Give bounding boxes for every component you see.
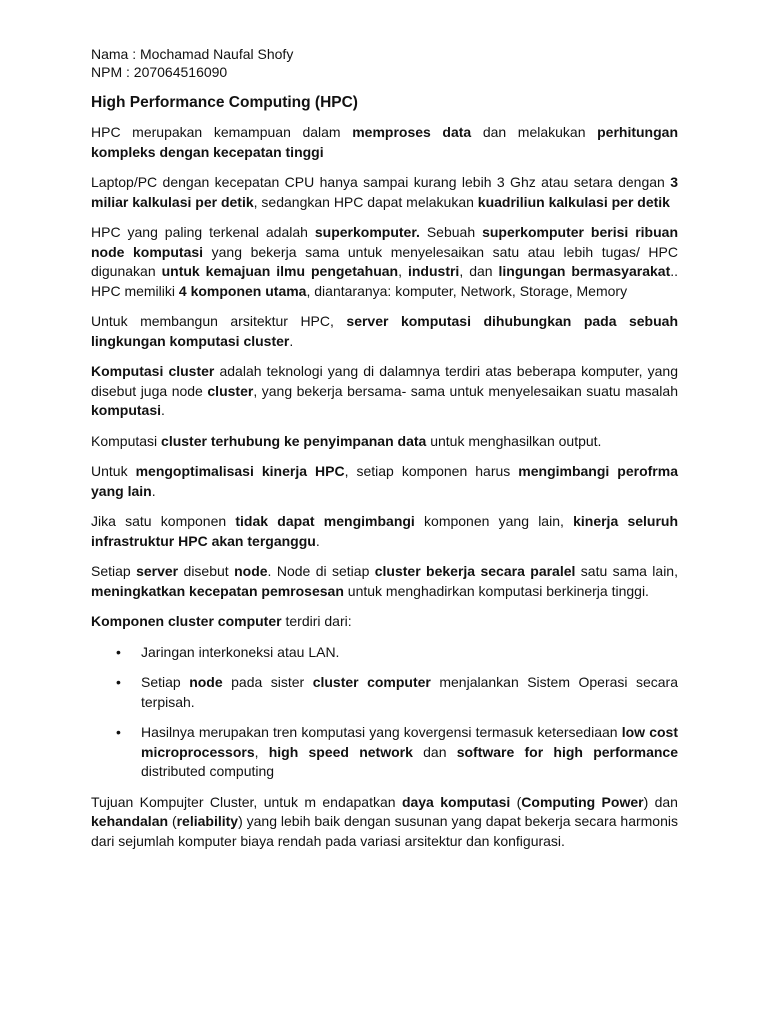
bullet-icon: • [116, 724, 121, 740]
text-run: komponen yang lain, [414, 513, 574, 529]
text-run: .. HPC memiliki [91, 263, 679, 299]
author-name-line: Nama : Mochamad Naufal Shofy [91, 46, 294, 62]
bold-text: daya komputasi [401, 793, 511, 810]
text-run: , [398, 263, 408, 279]
text-run: disebut [178, 563, 235, 579]
bold-text: Komponen cluster computer [91, 613, 282, 629]
list-item [91, 643, 678, 663]
text-run: untuk menghasilkan output. [426, 432, 602, 449]
text-run: Setiap [91, 563, 137, 579]
text-run: Untuk [91, 463, 136, 479]
bold-text: kehandalan [91, 813, 169, 829]
text-run: Untuk membangun arsitektur HPC, [91, 313, 347, 329]
text-run: pada sister [222, 674, 313, 690]
bold-text: cluster computer [312, 674, 431, 690]
student-number-line: NPM : 207064516090 [91, 64, 228, 80]
list-item-text [117, 723, 678, 782]
text-run: distributed computing [141, 763, 275, 779]
paragraph [91, 123, 678, 162]
bold-text: mengoptimalisasi kinerja HPC [135, 463, 345, 479]
text-run: . [315, 532, 320, 549]
bold-text: server komputasi dihubungkan pada sebuah lingkungan komputasi cluster [91, 313, 678, 349]
text-run: adalah teknologi yang di dalamnya terdiri atas beberapa komputer, yang disebut juga node [91, 363, 679, 399]
bold-text: low cost microprocessors [141, 724, 678, 760]
bold-text: 4 komponen utama [178, 282, 307, 299]
list-item [91, 723, 678, 782]
bold-text: tidak dapat mengimbangi [235, 513, 415, 529]
text-run: Laptop/PC dengan kecepatan CPU hanya sampai kurang lebih 3 Ghz atau setara dengan [91, 174, 671, 190]
paragraph [91, 173, 678, 212]
text-run: Hasilnya merupakan tren komputasi yang kovergensi termasuk ketersediaan [141, 724, 622, 740]
bold-text: superkomputer berisi ribuan node komputasi [91, 224, 678, 260]
bold-text: high speed network [268, 743, 413, 760]
text-run: ( [510, 793, 522, 810]
text-run: Tujuan Kompujter Cluster, untuk m endapatkan [91, 793, 402, 810]
paragraph [91, 223, 678, 301]
text-run: dan melakukan [471, 124, 598, 140]
paragraph [91, 462, 678, 501]
bold-text: Computing Power [521, 793, 644, 810]
text-run: , [254, 743, 269, 760]
list-item-text [117, 643, 678, 663]
paragraph [91, 512, 678, 551]
text-run: HPC yang paling terkenal adalah [91, 224, 315, 240]
bold-text: untuk kemajuan ilmu pengetahuan [161, 263, 399, 279]
paragraph [91, 562, 678, 601]
bold-text: 3 miliar kalkulasi per detik [91, 174, 678, 210]
text-run: Jaringan interkoneksi atau LAN. [141, 643, 340, 660]
text-run: menjalankan Sistem Operasi secara terpisah. [141, 674, 679, 710]
bold-text: mengimbangi perofrma yang lain [91, 463, 678, 499]
text-run: , setiap komponen harus [344, 463, 519, 479]
text-run: dan [412, 743, 457, 760]
bold-text: memproses data [352, 124, 472, 140]
text-run: , dan [459, 263, 499, 279]
text-run: Sebuah [419, 224, 483, 240]
list-item [91, 673, 678, 712]
text-run: Komputasi [91, 432, 162, 449]
bold-text: reliability [176, 813, 239, 829]
paragraph [91, 362, 678, 421]
text-run: untuk menghadirkan komputasi berkinerja tinggi. [343, 582, 649, 599]
text-run: Setiap [141, 674, 190, 690]
closing-paragraph [91, 793, 678, 852]
text-run: terdiri dari: [281, 613, 352, 629]
bold-text: software for high performance [456, 743, 678, 760]
text-run: ( [168, 813, 177, 829]
paragraph [91, 312, 678, 351]
text-run: , yang bekerja bersama- sama untuk menyelesaikan suatu masalah [253, 382, 678, 399]
bold-text: server [136, 563, 179, 579]
text-run: . [289, 332, 294, 349]
bold-text: cluster [207, 382, 254, 399]
text-run: HPC merupakan kemampuan dalam [91, 124, 353, 140]
text-run: . [161, 402, 165, 418]
text-run: yang bekerja sama untuk menyelesaikan satu atau lebih tugas/ HPC digunakan [91, 243, 678, 279]
bullet-icon: • [116, 674, 121, 690]
list-item-text [117, 673, 678, 712]
text-run: Jika satu komponen [91, 513, 236, 529]
bold-text: cluster terhubung ke penyimpanan data [161, 432, 427, 449]
component-list [91, 643, 678, 782]
document-title: High Performance Computing (HPC) [91, 94, 358, 111]
bold-text: node [234, 563, 268, 579]
text-run: . Node di setiap [267, 563, 375, 579]
bold-text: industri [407, 263, 460, 279]
text-run: ) dan [643, 793, 678, 810]
bold-text: superkomputer. [314, 224, 420, 240]
bold-text: lingungan bermasyarakat [498, 263, 671, 279]
bold-text: node [189, 674, 223, 690]
bold-text: perhitungan kompleks dengan kecepatan tinggi [91, 124, 678, 160]
paragraph [91, 432, 678, 452]
text-run: . [151, 482, 156, 499]
text-run: , diantaranya: komputer, Network, Storage, Memory [306, 282, 628, 299]
paragraph [91, 612, 678, 632]
bold-text: kuadriliun kalkulasi per detik [477, 193, 670, 210]
bold-text: komputasi [91, 402, 162, 418]
text-run: satu sama lain, [575, 563, 678, 579]
bold-text: kinerja seluruh infrastruktur HPC akan terganggu [91, 513, 679, 549]
text-run: , sedangkan HPC dapat melakukan [253, 193, 478, 210]
bold-text: meningkatkan kecepatan pemrosesan [91, 582, 344, 599]
body-paragraphs [91, 123, 678, 632]
bullet-icon: • [116, 643, 121, 660]
text-run: ) yang lebih baik dengan susunan yang dapat bekerja secara harmonis dari sejumlah komputer biaya rendah pada variasi arsitektur dan konfigurasi. [91, 813, 678, 849]
bold-text: cluster bekerja secara paralel [374, 563, 576, 579]
bold-text: Komputasi cluster [91, 363, 215, 379]
